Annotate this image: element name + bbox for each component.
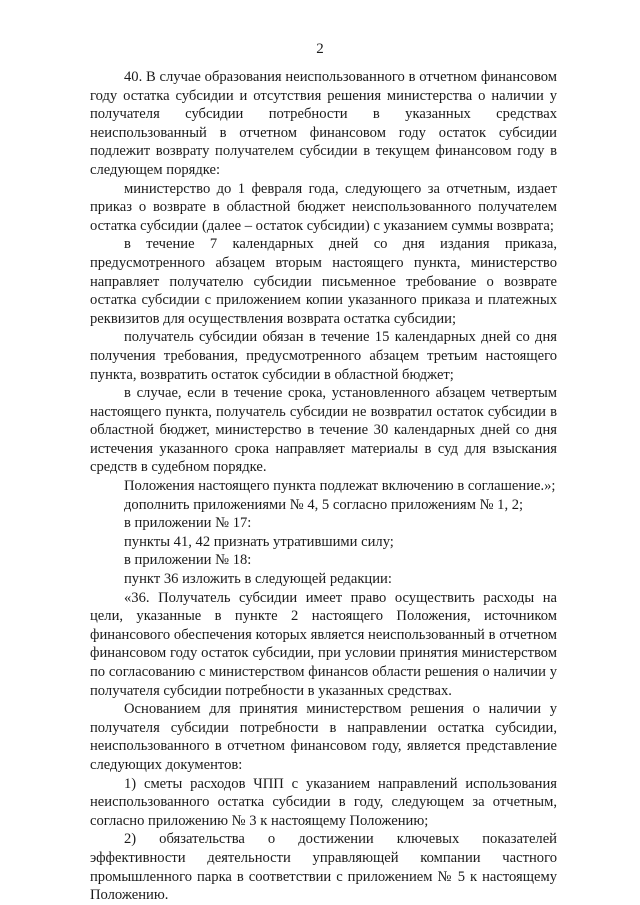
paragraph-requirement-7-days: в течение 7 календарных дней со дня издания приказа, предусмотренного абзацем вторым настоящего пункта, министерство направляет получателю субсидии письменное требование о возврате остатка субсидии с приложением копии указанного приказа и платежных реквизитов для осуществления возврата остатка субсидии; (90, 236, 557, 327)
paragraph-ministry-order: министерство до 1 февраля года, следующего за отчетным, издает приказ о возврате в областной бюджет неиспользованного получателем остатка субсидии (далее – остаток субсидии) с указанием суммы возврата; (90, 180, 557, 234)
paragraph-agreement-inclusion: Положения настоящего пункта подлежат включению в соглашение.»; (124, 478, 556, 495)
paragraph-point-36-intro: пункт 36 изложить в следующей редакции: (124, 571, 392, 588)
paragraph-appendix-17: в приложении № 17: (124, 515, 252, 532)
page-number: 2 (316, 41, 324, 57)
document-body (90, 68, 557, 905)
paragraph-decision-basis: Основанием для принятия министерством решения о наличии у получателя субсидии потребности в направлении остатка субсидии, неиспользованного в отчетном финансовом году, является представление следующих документов: (90, 701, 557, 773)
paragraph-court-30-days: в случае, если в течение срока, установленного абзацем четвертым настоящего пункта, получатель субсидии не возвратил остаток субсидии в областной бюджет, министерство в течение 30 календарных дней со дня истечения указанного срока направляет материалы в суд для взыскания средств в судебном порядке. (90, 385, 557, 476)
paragraph-item-1-estimate: 1) сметы расходов ЧПП с указанием направлений использования неиспользованного остатка субсидии в году, следующем за отчетным, согласно приложению № 3 к настоящему Положению; (90, 775, 557, 829)
paragraph-item-2-obligation: 2) обязательства о достижении ключевых показателей эффективности деятельности управляющей компании частного промышленного парка в соответствии с приложением № 5 к настоящему Положению. (90, 831, 557, 904)
paragraph-add-appendices: дополнить приложениями № 4, 5 согласно приложениям № 1, 2; (124, 496, 524, 513)
paragraph-return-15-days: получатель субсидии обязан в течение 15 календарных дней со дня получения требования, предусмотренного абзацем третьим настоящего пункта, возвратить остаток субсидии в областной бюджет; (90, 329, 557, 383)
paragraph-points-41-42: пункты 41, 42 признать утратившими силу; (124, 533, 394, 550)
paragraph-appendix-18: в приложении № 18: (124, 552, 252, 569)
paragraph-point-36: «36. Получатель субсидии имеет право осуществить расходы на цели, указанные в пункте 2 настоящего Положения, источником финансового обеспечения которых является неиспользованный в отчетном финансовом году остаток субсидии, при условии принятия министерством по согласованию с министерством финансов области решения о наличии у получателя субсидии потребности в указанных средствах. (90, 589, 557, 699)
paragraph-point-40: 40. В случае образования неиспользованного в отчетном финансовом году остатка субсидии и отсутствия решения министерства о наличии у получателя субсидии потребности в указанных средствах неиспользованный в отчетном финансовом году остаток субсидии подлежит возврату получателем субсидии в текущем финансовом году в следующем порядке: (90, 69, 557, 178)
